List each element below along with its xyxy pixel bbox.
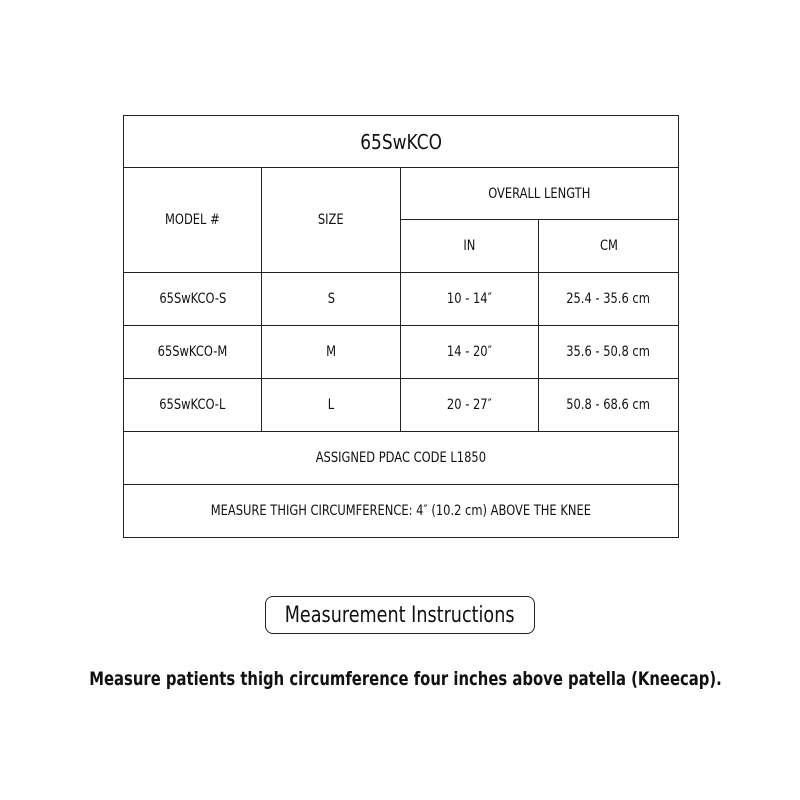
pdac-code-cell	[124, 432, 679, 485]
cm-value: 25.4 - 35.6 cm	[566, 291, 651, 307]
header-overall-length-cell	[401, 168, 679, 220]
cm-value: 50.8 - 68.6 cm	[566, 397, 651, 413]
header-cm-cell	[539, 220, 679, 273]
model-cell	[124, 379, 262, 432]
header-in: IN	[463, 238, 476, 254]
table-title: 65SwKCO	[360, 129, 442, 154]
header-overall-length: OVERALL LENGTH	[488, 185, 591, 202]
cm-cell	[539, 326, 679, 379]
in-value: 20 - 27″	[447, 397, 492, 413]
instructions-heading-box	[265, 596, 535, 634]
size-cell	[262, 379, 401, 432]
size-cell	[262, 273, 401, 326]
size-value: L	[327, 397, 335, 413]
model-value: 65SwKCO-L	[159, 397, 226, 413]
measure-note-cell	[124, 485, 679, 538]
table-title-cell	[124, 116, 679, 168]
pdac-code: ASSIGNED PDAC CODE L1850	[315, 450, 487, 466]
in-cell	[401, 326, 539, 379]
instructions-heading: Measurement Instructions	[285, 602, 515, 628]
size-value: S	[327, 291, 335, 307]
header-size-cell	[262, 168, 401, 273]
sizing-table	[123, 115, 679, 538]
instructions-text: Measure patients thigh circumference four inches above patella (Kneecap).	[89, 668, 722, 690]
in-cell	[401, 379, 539, 432]
model-value: 65SwKCO-M	[157, 344, 228, 360]
header-model-cell	[124, 168, 262, 273]
size-cell	[262, 326, 401, 379]
in-value: 14 - 20″	[447, 344, 492, 360]
in-cell	[401, 273, 539, 326]
cm-cell	[539, 273, 679, 326]
header-model: MODEL #	[165, 212, 220, 228]
table-row	[124, 326, 679, 379]
header-in-cell	[401, 220, 539, 273]
table-row	[124, 379, 679, 432]
table-row	[124, 273, 679, 326]
model-cell	[124, 326, 262, 379]
model-value: 65SwKCO-S	[158, 291, 226, 307]
in-value: 10 - 14″	[447, 291, 492, 307]
size-value: M	[326, 344, 336, 360]
model-cell	[124, 273, 262, 326]
instructions-text-line	[0, 668, 800, 690]
header-size: SIZE	[318, 212, 344, 228]
header-cm: CM	[599, 238, 618, 254]
cm-value: 35.6 - 50.8 cm	[566, 344, 651, 360]
measure-note: MEASURE THIGH CIRCUMFERENCE: 4″ (10.2 cm) ABOVE THE KNEE	[210, 503, 592, 519]
cm-cell	[539, 379, 679, 432]
